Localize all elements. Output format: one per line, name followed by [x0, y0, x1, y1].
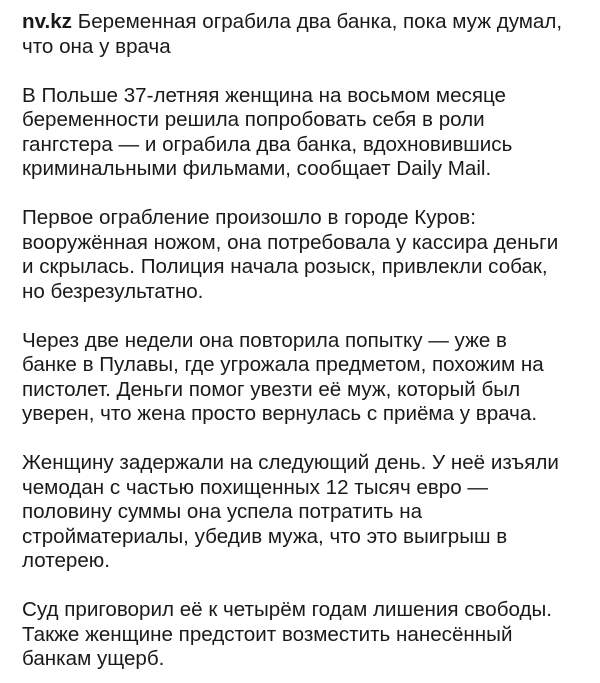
paragraph-sentence: Суд приговорил её к четырём годам лишения свободы. Также женщине предстоит возместить нанесённый банкам ущерб.: [22, 598, 553, 670]
paragraph-arrest: Женщину задержали на следующий день. У неё изъяли чемодан с частью похищенных 12 тысяч евро — половину суммы она успела потратить на стройматериалы, убедив мужа, что это выигрыш в лотерею.: [22, 451, 559, 572]
paragraph-second-robbery: Через две недели она повторила попытку — уже в банке в Пулавы, где угрожала предметом, похожим на пистолет. Деньги помог увезти её муж, который был уверен, что жена просто вернулась с приёма у врача.: [22, 328, 544, 425]
source-name[interactable]: nv.kz: [22, 10, 72, 33]
news-post: [22, 10, 582, 672]
headline: Беременная ограбила два банка, пока муж думал, что она у врача: [22, 10, 563, 58]
paragraph-first-robbery: Первое ограбление произошло в городе Куров: вооружённая ножом, она потребовала у кассира деньги и скрылась. Полиция начала розыск, привлекли собак, но безрезультатно.: [22, 206, 559, 303]
post-headline-line: [22, 10, 582, 59]
paragraph-intro: В Польше 37-летняя женщина на восьмом месяце беременности решила попробовать себя в роли гангстера — и ограбила два банка, вдохновившись криминальными фильмами, сообщает Daily Mail.: [22, 83, 513, 180]
